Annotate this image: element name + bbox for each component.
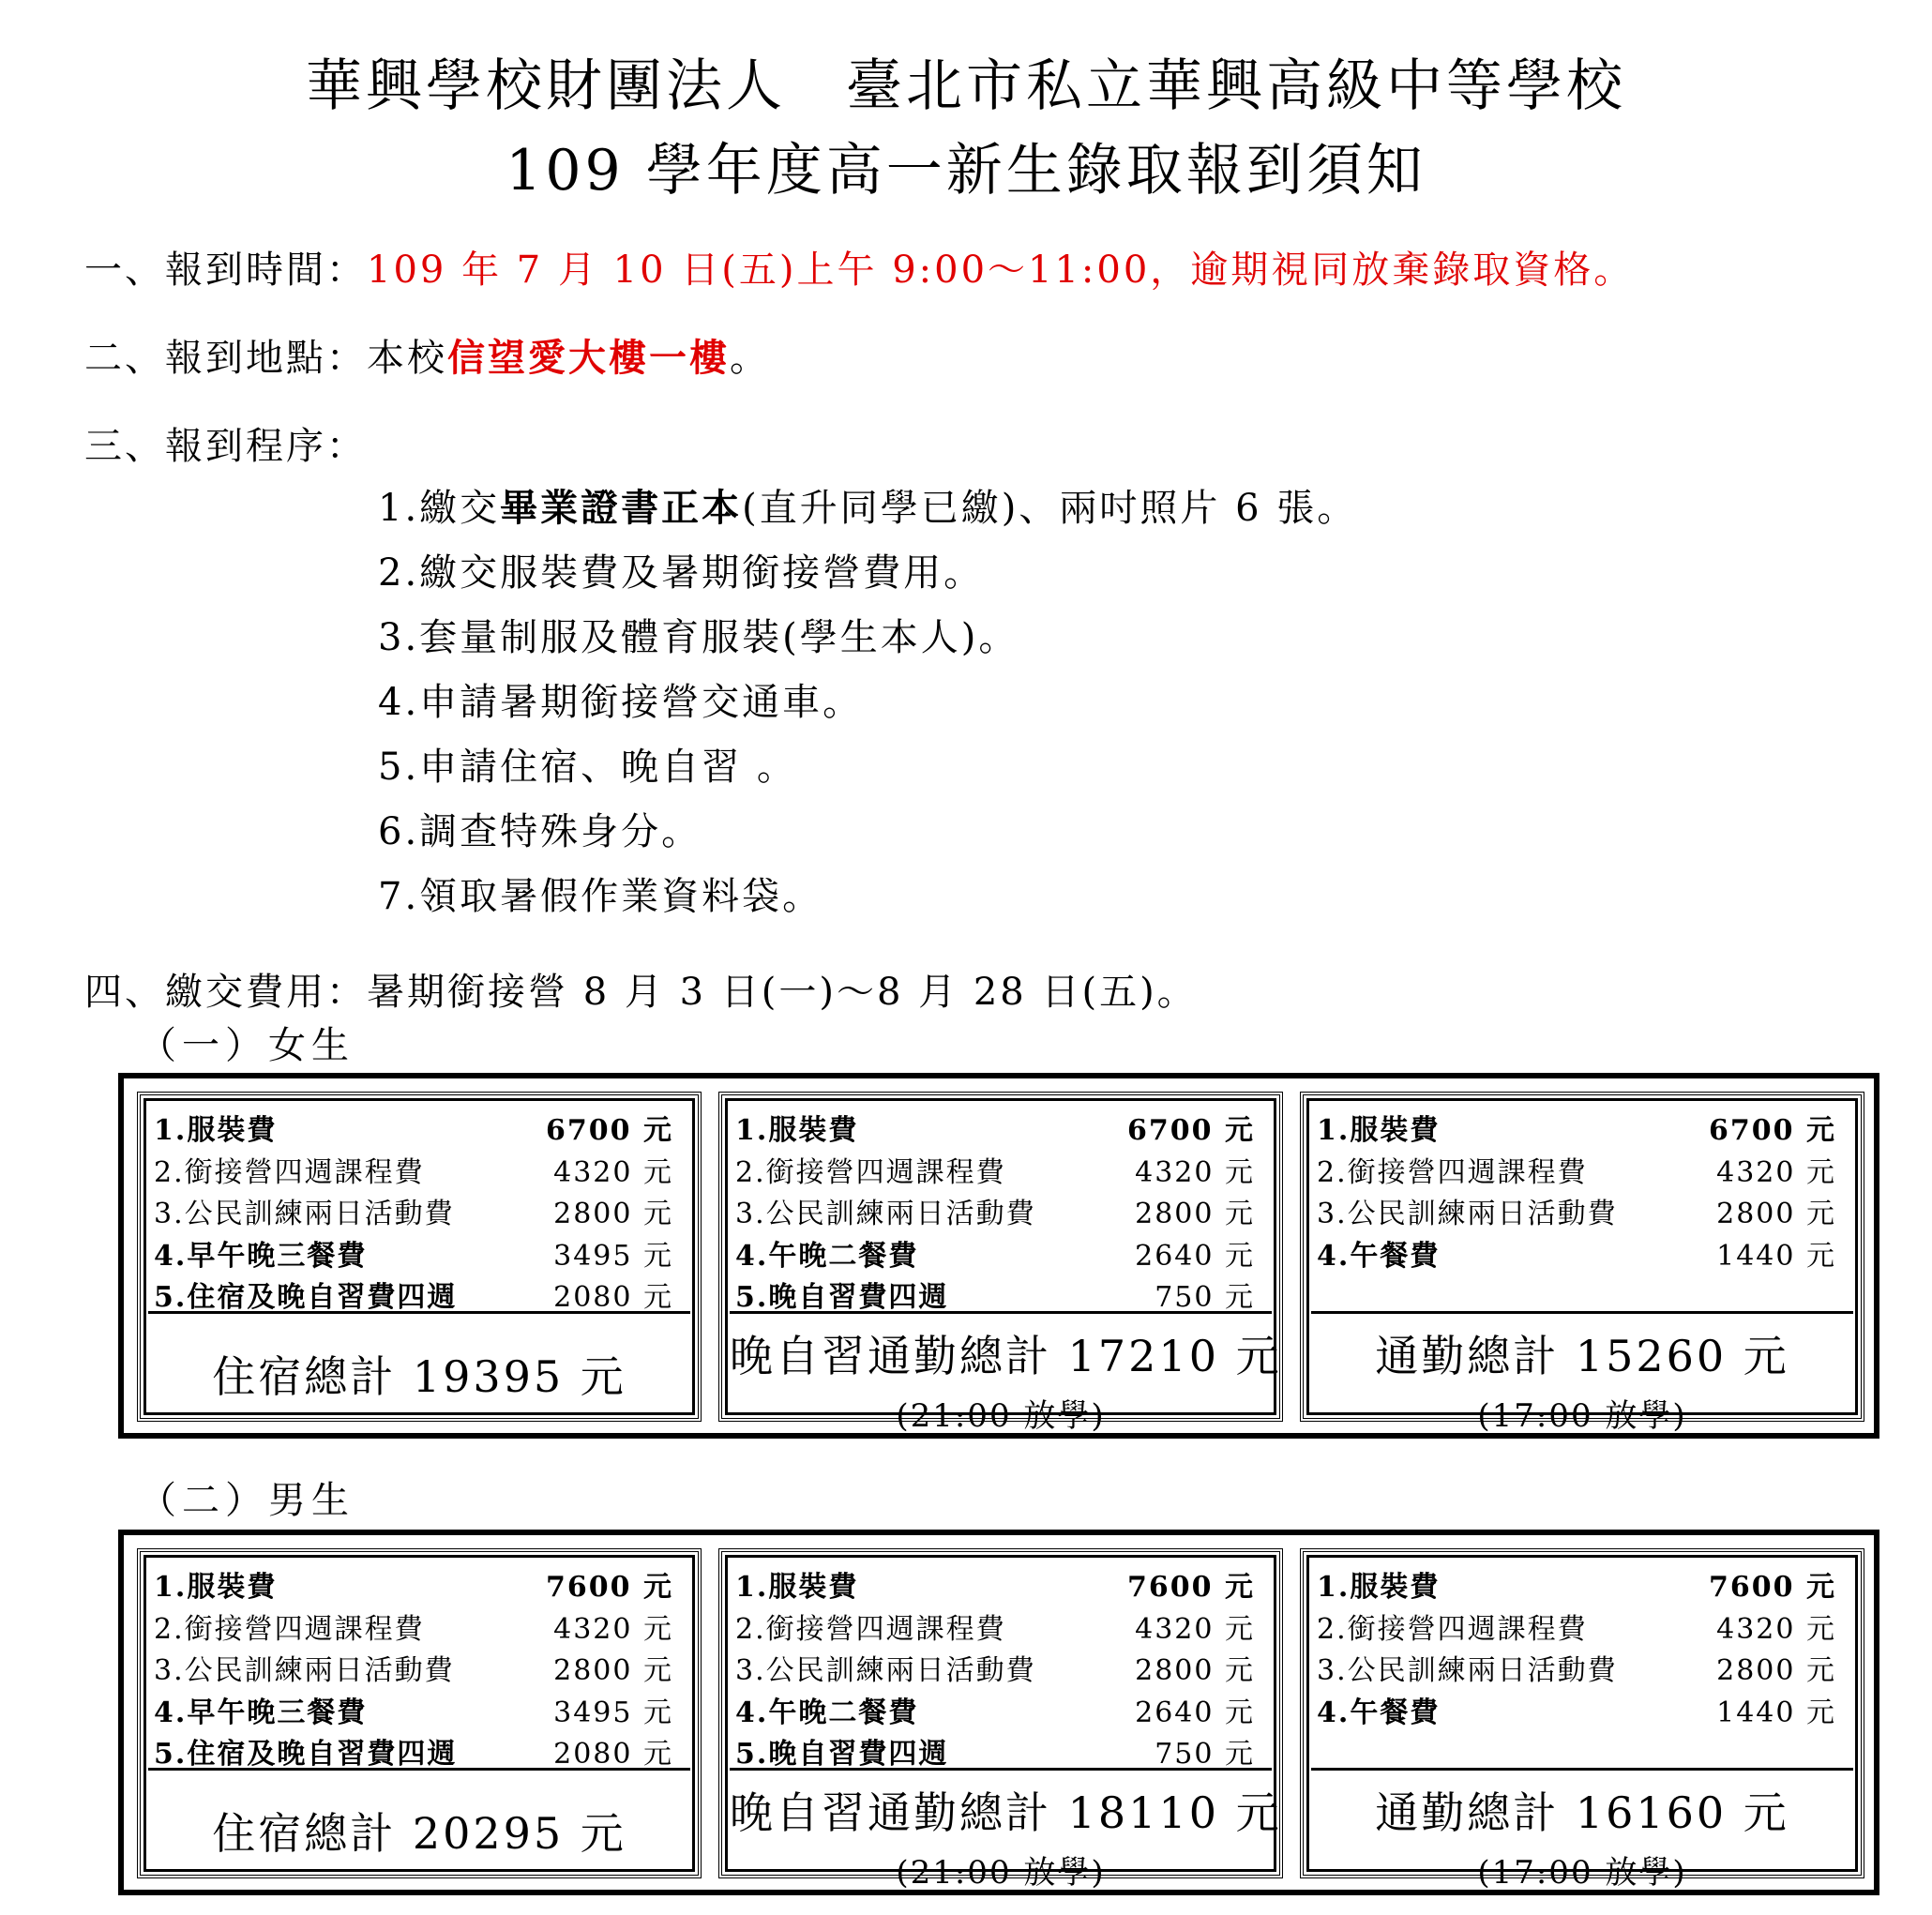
procedure-step: 1.繳交畢業證書正本(直升同學已繳)、兩吋照片 6 張。 — [378, 486, 1358, 530]
fee-items — [1317, 1107, 1836, 1311]
registration-deadline-note: 逾期視同放棄錄取資格。 — [1190, 249, 1635, 292]
fee-item: 5.晚自習費四週 750 元 — [735, 1738, 1255, 1772]
fee-item: 2.銜接營四週課程費 4320 元 — [735, 1612, 1255, 1646]
fee-total — [1311, 1773, 1853, 1892]
section-fees: 四、繳交費用：暑期銜接營 8 月 3 日(一)～8 月 28 日(五)。 — [84, 971, 1198, 1014]
dismissal-time: (21:00 放學) — [896, 1397, 1106, 1435]
fee-item: 4.早午晚三餐費 3495 元 — [154, 1696, 673, 1729]
fee-panel-evening-commute — [718, 1548, 1283, 1892]
procedure-step: 7.領取暑假作業資料袋。 — [378, 875, 823, 918]
fee-item: 5.住宿及晚自習費四週 2080 元 — [154, 1738, 673, 1772]
procedure-step: 3.套量制服及體育服裝(學生本人)。 — [378, 616, 1019, 659]
fee-total — [1311, 1317, 1853, 1435]
section-label: 一、報到時間： — [84, 249, 367, 292]
fee-item: 3.公民訓練兩日活動費 2800 元 — [735, 1654, 1255, 1688]
school-title: 華興學校財團法人 臺北市私立華興高級中等學校 — [306, 53, 1626, 119]
fee-item: 5.住宿及晚自習費四週 2080 元 — [154, 1281, 673, 1315]
fee-item: 2.銜接營四週課程費 4320 元 — [154, 1155, 673, 1189]
fee-panel-commute — [1300, 1548, 1864, 1892]
fee-item: 4.午餐費 1440 元 — [1317, 1696, 1836, 1729]
group-heading-male: （二）男生 — [139, 1479, 355, 1522]
fee-item: 3.公民訓練兩日活動費 2800 元 — [154, 1654, 673, 1688]
document-title: 109 學年度高一新生錄取報到須知 — [506, 138, 1426, 204]
fee-item: 4.午晚二餐費 2640 元 — [735, 1696, 1255, 1729]
fee-panel-evening-commute — [718, 1092, 1283, 1435]
fee-items — [1317, 1563, 1836, 1768]
total-amount: 晚自習通勤總計 18110 元 — [730, 1787, 1282, 1838]
divider — [148, 1311, 690, 1314]
procedure-step: 5.申請住宿、晚自習 。 — [378, 746, 797, 789]
divider — [1311, 1311, 1853, 1314]
fee-item: 4.午餐費 1440 元 — [1317, 1239, 1836, 1273]
divider — [730, 1768, 1272, 1771]
procedure-step: 4.申請暑期銜接營交通車。 — [378, 681, 864, 724]
fee-panel-boarding — [137, 1092, 702, 1422]
divider — [730, 1311, 1272, 1314]
total-amount: 住宿總計 19395 元 — [212, 1351, 626, 1402]
place-suffix: 。 — [730, 337, 770, 380]
section-registration-place — [84, 336, 770, 380]
procedure-steps — [378, 486, 1358, 942]
fee-items — [154, 1563, 673, 1772]
fee-panel-commute — [1300, 1092, 1864, 1435]
fee-item: 4.早午晚三餐費 3495 元 — [154, 1239, 673, 1273]
section-registration-procedure — [84, 425, 367, 468]
fee-item: 1.服裝費 7600 元 — [735, 1571, 1255, 1605]
dismissal-time: (17:00 放學) — [1477, 1397, 1687, 1435]
fee-items — [735, 1563, 1255, 1772]
place-prefix: 本校 — [367, 337, 447, 380]
divider — [1311, 1768, 1853, 1771]
fee-panel-boarding — [137, 1548, 702, 1878]
fee-item: 3.公民訓練兩日活動費 2800 元 — [735, 1198, 1255, 1231]
fee-table-male — [118, 1530, 1879, 1895]
fee-item: 2.銜接營四週課程費 4320 元 — [1317, 1155, 1836, 1189]
total-amount: 通勤總計 16160 元 — [1375, 1787, 1789, 1838]
dismissal-time: (21:00 放學) — [896, 1854, 1106, 1892]
fee-item: 1.服裝費 6700 元 — [735, 1114, 1255, 1148]
total-amount: 晚自習通勤總計 17210 元 — [730, 1331, 1282, 1381]
fee-item: 3.公民訓練兩日活動費 2800 元 — [154, 1198, 673, 1231]
fee-item: 1.服裝費 6700 元 — [1317, 1114, 1836, 1148]
fee-item: 1.服裝費 7600 元 — [1317, 1571, 1836, 1605]
fee-item: 1.服裝費 7600 元 — [154, 1571, 673, 1605]
fee-table-female — [118, 1073, 1879, 1439]
fee-item: 2.銜接營四週課程費 4320 元 — [1317, 1612, 1836, 1646]
fee-item: 2.銜接營四週課程費 4320 元 — [154, 1612, 673, 1646]
fee-items — [154, 1107, 673, 1315]
section-registration-time — [84, 249, 1635, 292]
fee-item: 1.服裝費 6700 元 — [154, 1114, 673, 1148]
fee-item: 3.公民訓練兩日活動費 2800 元 — [1317, 1198, 1836, 1231]
section-label: 二、報到地點： — [84, 337, 367, 380]
fee-items — [735, 1107, 1255, 1315]
fee-item: 2.銜接營四週課程費 4320 元 — [735, 1155, 1255, 1189]
section-label: 三、報到程序： — [84, 425, 367, 468]
total-amount: 住宿總計 20295 元 — [212, 1808, 626, 1859]
dismissal-time: (17:00 放學) — [1477, 1854, 1687, 1892]
fee-item: 5.晚自習費四週 750 元 — [735, 1281, 1255, 1315]
registration-time-value: 109 年 7 月 10 日(五)上午 9:00～11:00， — [367, 249, 1191, 292]
fee-item: 4.午晚二餐費 2640 元 — [735, 1239, 1255, 1273]
procedure-step: 2.繳交服裝費及暑期銜接營費用。 — [378, 551, 985, 595]
total-amount: 通勤總計 15260 元 — [1375, 1331, 1789, 1381]
fee-item: 3.公民訓練兩日活動費 2800 元 — [1317, 1654, 1836, 1688]
registration-place-value: 信望愛大樓一樓 — [447, 336, 730, 380]
fee-total — [730, 1317, 1282, 1435]
procedure-step: 6.調查特殊身分。 — [378, 810, 702, 853]
fee-total — [148, 1773, 690, 1867]
fee-total — [730, 1773, 1282, 1892]
fee-total — [148, 1317, 690, 1410]
group-heading-female: （一）女生 — [139, 1024, 355, 1067]
divider — [148, 1768, 690, 1771]
